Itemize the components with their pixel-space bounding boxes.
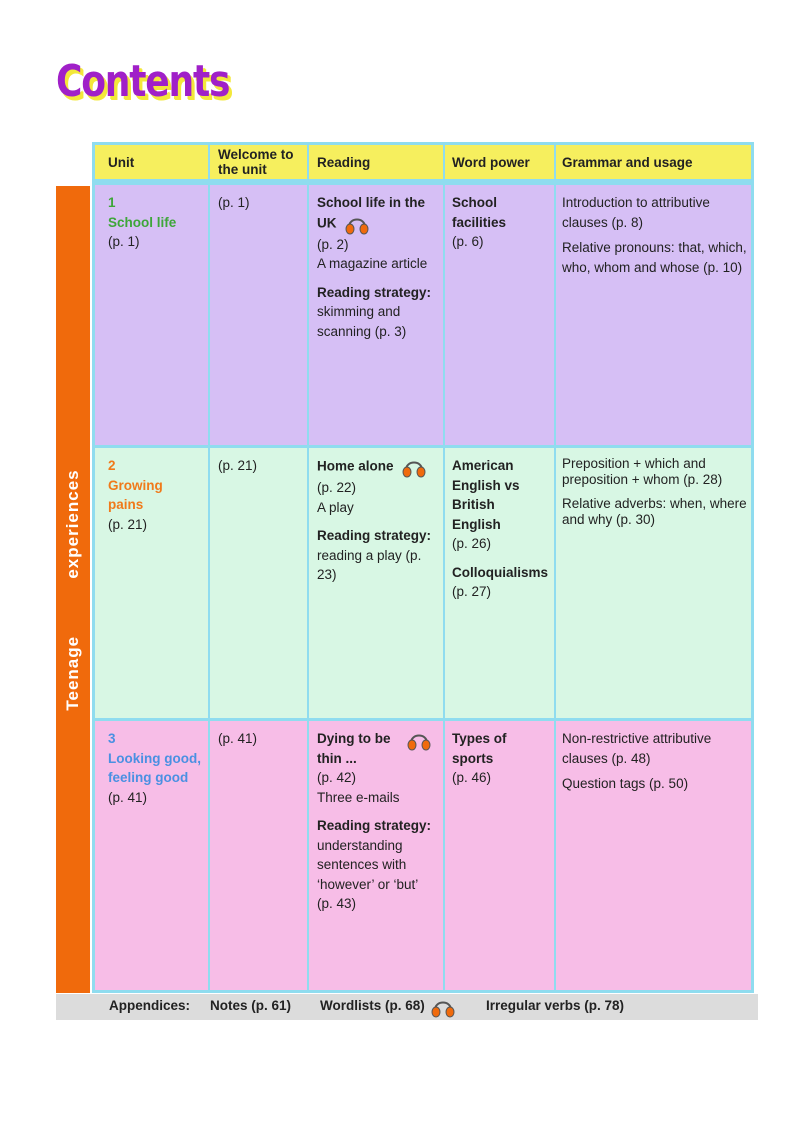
unit-row-3 <box>92 718 754 993</box>
column-divider <box>443 721 445 990</box>
header-word-power: Word power <box>452 154 530 170</box>
headphones-icon <box>401 456 427 478</box>
column-divider <box>307 721 309 990</box>
word-power-cell <box>452 456 547 602</box>
unit-row-2 <box>92 445 754 721</box>
column-divider <box>554 721 556 990</box>
table-header <box>92 142 754 182</box>
unit-row-1 <box>92 182 754 448</box>
unit-number: 2 <box>108 458 116 473</box>
column-divider <box>554 448 556 718</box>
word-power-page: (p. 6) <box>452 234 484 249</box>
reading-title: Dying to be thin ... <box>317 731 391 766</box>
reading-title: Home alone <box>317 458 394 474</box>
strategy-text: skimming and scanning (p. 3) <box>317 304 407 339</box>
word-power-cell <box>452 193 547 252</box>
unit-number: 1 <box>108 195 116 210</box>
grammar-item: Relative pronouns: that, which, who, whom and whose (p. 10) <box>562 240 747 275</box>
word-power-title: American English vs British English <box>452 458 520 532</box>
page-title: Contents <box>56 56 230 107</box>
contents-table <box>56 142 758 993</box>
reading-page: (p. 22) <box>317 480 357 495</box>
header-reading: Reading <box>317 154 371 170</box>
strategy-label: Reading strategy: <box>317 528 432 543</box>
grammar-item: Question tags (p. 50) <box>562 776 689 791</box>
grammar-item: Relative adverbs: when, where and why (p. 30) <box>562 496 747 527</box>
grammar-cell <box>562 456 752 528</box>
headphones-icon <box>430 995 456 1019</box>
theme-label: Teenage experiences <box>63 468 82 711</box>
unit-title: Looking good, feeling good <box>108 750 201 785</box>
word-power-title: Types of sports <box>452 731 507 766</box>
unit-page: (p. 21) <box>108 516 148 532</box>
word-power-page: (p. 26) <box>452 536 492 551</box>
column-divider <box>208 721 210 990</box>
column-divider <box>208 448 210 718</box>
appendix-notes: Notes (p. 61) <box>210 998 292 1013</box>
word-power-title: School facilities <box>452 195 507 230</box>
headphones-icon <box>406 729 432 751</box>
grammar-item: Preposition + which and preposition + whom (p. 28) <box>562 456 723 487</box>
column-divider <box>208 185 210 445</box>
welcome-page: (p. 1) <box>218 195 250 210</box>
strategy-text: reading a play (p. 23) <box>317 547 422 582</box>
reading-title: School life in the UK <box>317 195 426 231</box>
column-divider <box>443 448 445 718</box>
header-divider <box>443 145 445 179</box>
word-power-cell <box>452 729 532 788</box>
appendix-wordlists: Wordlists (p. 68) <box>320 998 425 1013</box>
strategy-text: understanding sentences with ‘however’ or ‘but’ (p. 43) <box>317 837 418 911</box>
grammar-cell <box>562 729 732 794</box>
word-power-page: (p. 46) <box>452 770 492 785</box>
welcome-page: (p. 21) <box>218 458 258 473</box>
unit-number: 3 <box>108 731 116 746</box>
welcome-page: (p. 41) <box>218 731 258 746</box>
grammar-item: Introduction to attributive clauses (p. 8) <box>562 195 710 230</box>
unit-cell <box>108 193 203 252</box>
grammar-item: Non-restrictive attributive clauses (p. 48) <box>562 731 712 766</box>
header-welcome: Welcome to the unit <box>218 147 294 177</box>
reading-type: A play <box>317 499 354 515</box>
header-unit: Unit <box>108 154 135 170</box>
grammar-cell <box>562 193 752 277</box>
word-power-page: (p. 27) <box>452 584 492 599</box>
reading-type: A magazine article <box>317 256 428 271</box>
appendix-irregular-verbs: Irregular verbs (p. 78) <box>486 998 625 1013</box>
theme-sidebar <box>56 186 90 993</box>
unit-title: Growing pains <box>108 477 163 512</box>
column-divider <box>307 185 309 445</box>
appendix-label: Appendices: <box>109 998 191 1013</box>
strategy-label: Reading strategy: <box>317 818 432 833</box>
column-divider <box>554 185 556 445</box>
strategy-label: Reading strategy: <box>317 284 432 300</box>
unit-cell <box>108 456 188 534</box>
reading-cell <box>317 193 441 341</box>
header-grammar: Grammar and usage <box>562 154 693 170</box>
headphones-icon <box>344 213 370 235</box>
header-divider <box>307 145 309 179</box>
unit-page: (p. 41) <box>108 789 148 805</box>
appendices-bar <box>56 994 758 1020</box>
reading-cell <box>317 729 441 914</box>
header-divider <box>554 145 556 179</box>
reading-type: Three e-mails <box>317 789 400 805</box>
unit-title: School life <box>108 214 177 230</box>
unit-page: (p. 1) <box>108 234 140 249</box>
header-divider <box>208 145 210 179</box>
column-divider <box>443 185 445 445</box>
word-power-title: Colloquialisms <box>452 564 549 580</box>
reading-cell <box>317 456 441 585</box>
reading-page: (p. 2) <box>317 236 349 252</box>
unit-cell <box>108 729 203 807</box>
reading-page: (p. 42) <box>317 770 357 785</box>
column-divider <box>307 448 309 718</box>
